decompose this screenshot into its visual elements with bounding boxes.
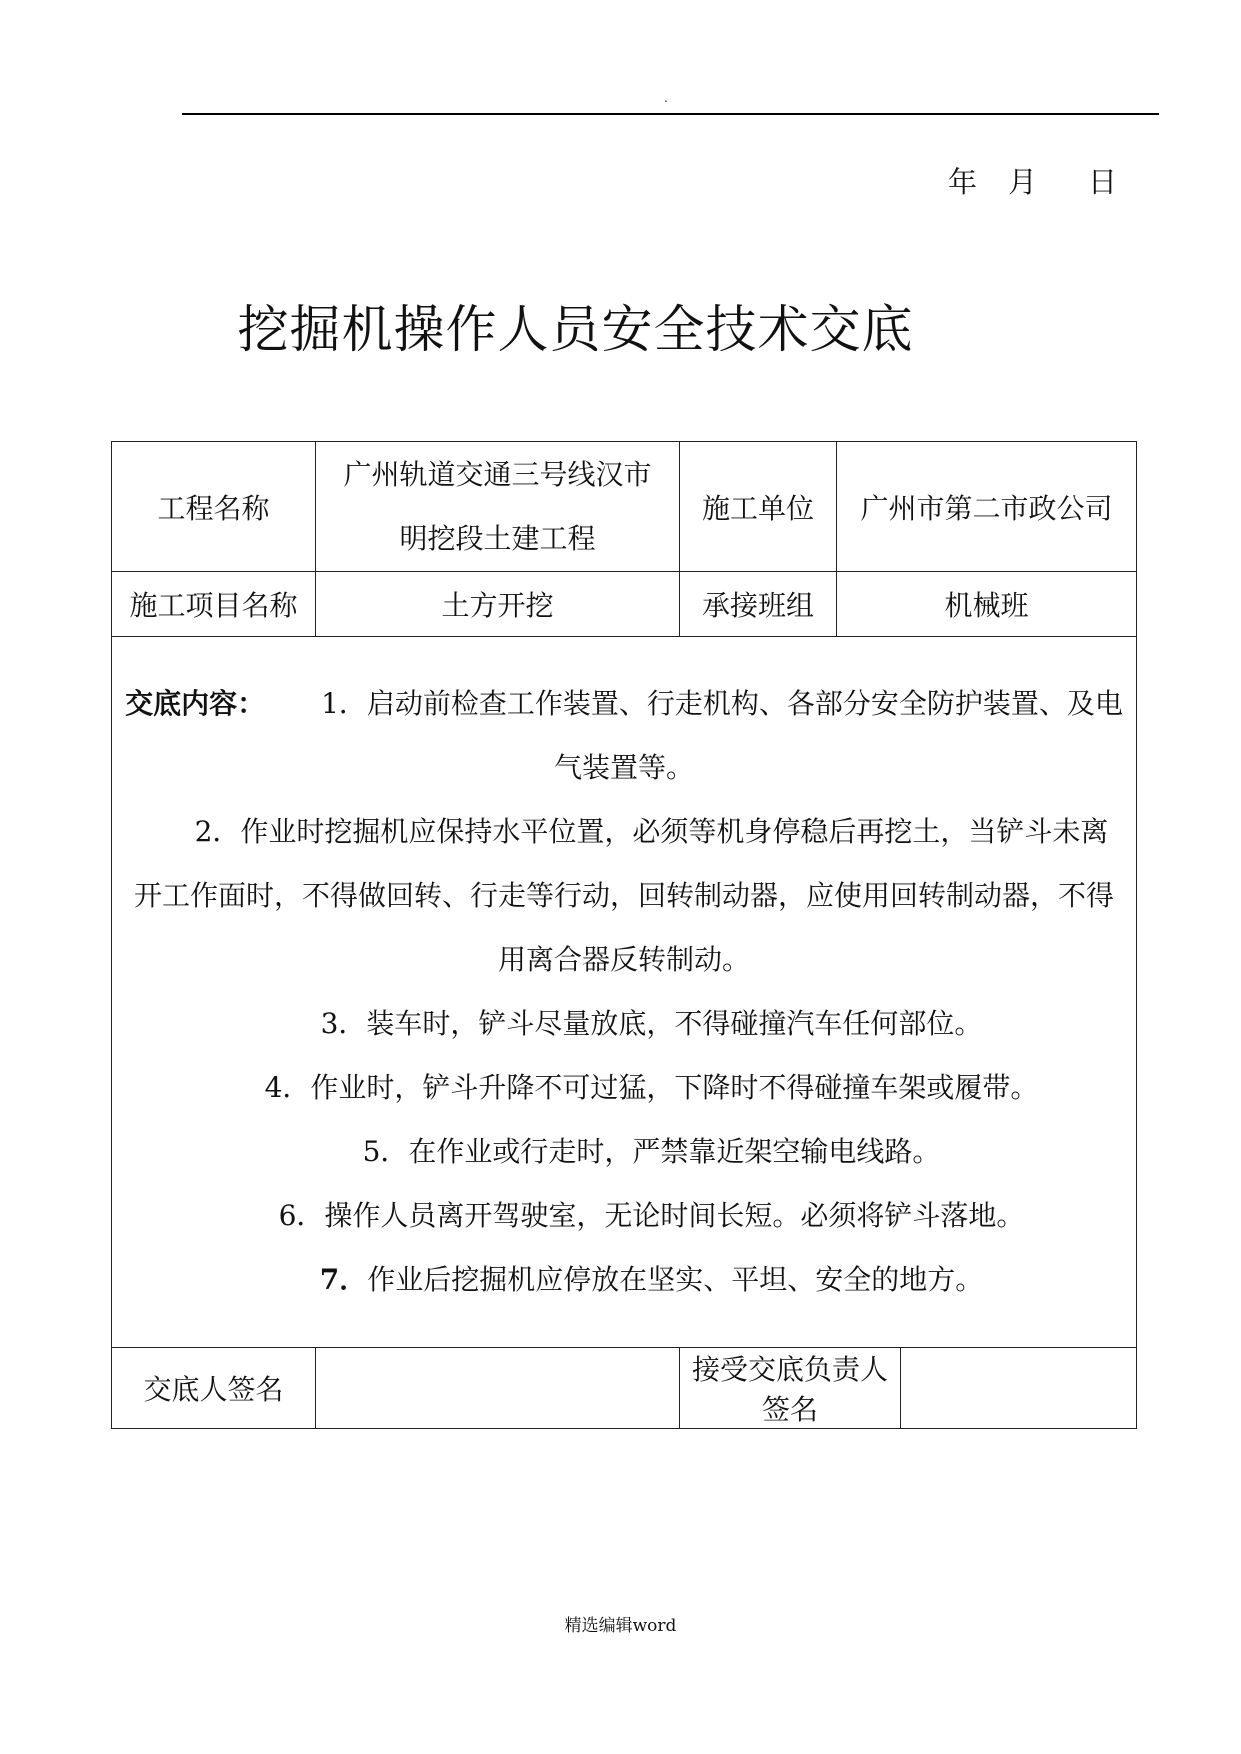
project-name-line1: 广州轨道交通三号线汉市: [343, 457, 652, 491]
disclosure-content: [112, 637, 1137, 1348]
date-line: [948, 162, 1117, 202]
content-item-3: 3．装车时，铲斗尽量放底，不得碰撞汽车任何部位。: [320, 1007, 983, 1040]
form-row-item: [112, 572, 1137, 637]
project-name-value: [316, 442, 680, 572]
form-row-content: [112, 637, 1137, 1348]
header-dot: .: [664, 91, 668, 105]
content-item-2-cont2: 用离合器反转制动。: [498, 943, 751, 976]
team-label: 承接班组: [680, 572, 837, 637]
disclosure-form-table: [111, 441, 1137, 1429]
content-item-5: 5．在作业或行走时，严禁靠近架空输电线路。: [362, 1135, 941, 1168]
content-item-2: 2．作业时挖掘机应保持水平位置，必须等机身停稳后再挖土，当铲斗未离: [194, 815, 1109, 848]
construction-unit-value: 广州市第二市政公司: [837, 442, 1137, 572]
page-title: 挖掘机操作人员安全技术交底: [237, 301, 914, 360]
signer-label: 交底人签名: [112, 1348, 316, 1429]
item-name-value: 土方开挖: [316, 572, 680, 637]
item-name-label: 施工项目名称: [112, 572, 316, 637]
content-item-2-cont1: 开工作面时，不得做回转、行走等行动，回转制动器，应使用回转制动器，不得: [134, 879, 1115, 912]
date-year: 年: [948, 165, 978, 199]
content-item-1-cont: 气装置等。: [554, 751, 695, 784]
footer-text: 精选编辑word: [564, 1616, 677, 1636]
content-label: 交底内容：: [125, 687, 266, 720]
team-value: 机械班: [837, 572, 1137, 637]
content-item-4: 4．作业时，铲斗升降不可过猛，下降时不得碰撞车架或履带。: [264, 1071, 1039, 1104]
header-rule: [182, 113, 1159, 115]
content-item-1: 交底内容： 1．启动前检查工作装置、行走机构、各部分安全防护装置、及电: [125, 687, 1123, 720]
form-row-signatures: [112, 1348, 1137, 1429]
project-name-label: 工程名称: [112, 442, 316, 572]
date-month: 月: [1008, 165, 1038, 199]
receiver-label: 接受交底负责人签名: [680, 1348, 901, 1429]
date-day: 日: [1088, 165, 1118, 199]
receiver-signature-field[interactable]: [901, 1348, 1137, 1429]
content-item-6: 6．操作人员离开驾驶室，无论时间长短。必须将铲斗落地。: [278, 1199, 1025, 1232]
content-item-7: 7．作业后挖掘机应停放在坚实、平坦、安全的地方。: [319, 1263, 984, 1296]
form-row-project: [112, 442, 1137, 572]
signer-signature-field[interactable]: [316, 1348, 680, 1429]
construction-unit-label: 施工单位: [680, 442, 837, 572]
project-name-line2: 明挖段土建工程: [399, 521, 596, 555]
